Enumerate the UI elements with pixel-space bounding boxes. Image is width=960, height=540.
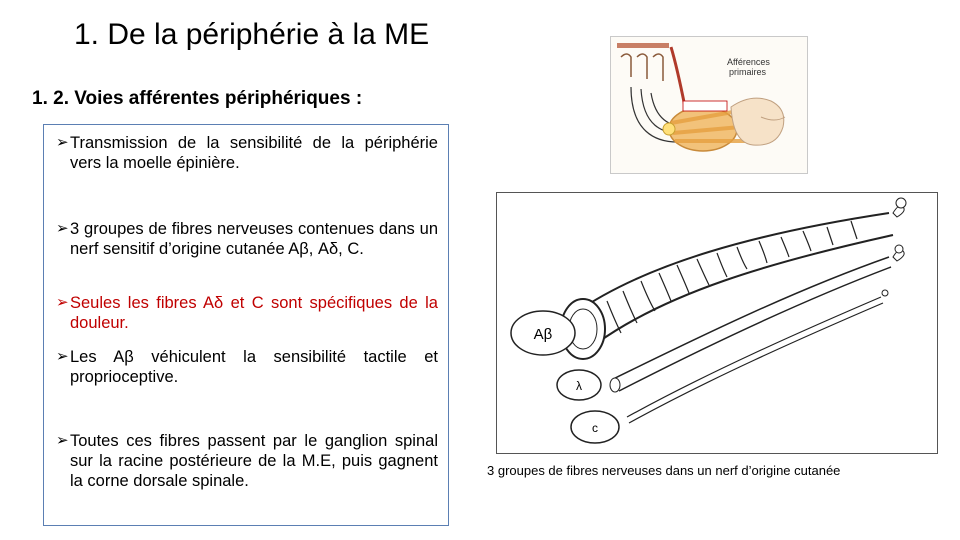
arrow-bullet-icon: ➢ [56, 220, 69, 237]
figure-label-line2: primaires [729, 67, 767, 77]
bullet-item [56, 347, 438, 387]
figure-caption: 3 groupes de fibres nerveuses dans un nerf d’origine cutanée [487, 463, 841, 478]
arrow-bullet-icon: ➢ [56, 294, 69, 311]
bullet-item [56, 293, 438, 333]
primary-afferents-illustration [611, 37, 807, 173]
nerve-fibers-figure [496, 192, 938, 454]
bullet-text: Transmission de la sensibilité de la périphérie vers la moelle épinière. [70, 134, 438, 172]
fiber-label-abeta: Aβ [533, 326, 553, 343]
bullet-item [56, 431, 438, 491]
bullet-item [56, 219, 438, 259]
bullet-item [56, 133, 438, 173]
primary-afferents-figure [610, 36, 808, 174]
fiber-label-adelta: λ [576, 379, 582, 393]
bullet-text: Seules les fibres Aδ et C sont spécifiques de la douleur. [70, 294, 438, 332]
arrow-bullet-icon: ➢ [56, 432, 69, 449]
bullet-text-box [43, 124, 449, 526]
slide-title: 1. De la périphérie à la ME [74, 18, 430, 51]
bullet-text: 3 groupes de fibres nerveuses contenues dans un nerf sensitif d’origine cutanée Aβ, Aδ, C. [70, 220, 438, 258]
bullet-text: Toutes ces fibres passent par le ganglion spinal sur la racine postérieure de la M.E, puis gagnent la corne dorsale spinale. [70, 432, 438, 490]
figure-label-line1: Afférences [727, 57, 770, 67]
bullet-text: Les Aβ véhiculent la sensibilité tactile et proprioceptive. [70, 348, 438, 386]
arrow-bullet-icon: ➢ [56, 348, 69, 365]
arrow-bullet-icon: ➢ [56, 134, 69, 151]
fiber-label-c: c [592, 421, 598, 435]
nerve-fibers-illustration [497, 193, 937, 453]
slide-subtitle: 1. 2. Voies afférentes périphériques : [32, 88, 363, 109]
